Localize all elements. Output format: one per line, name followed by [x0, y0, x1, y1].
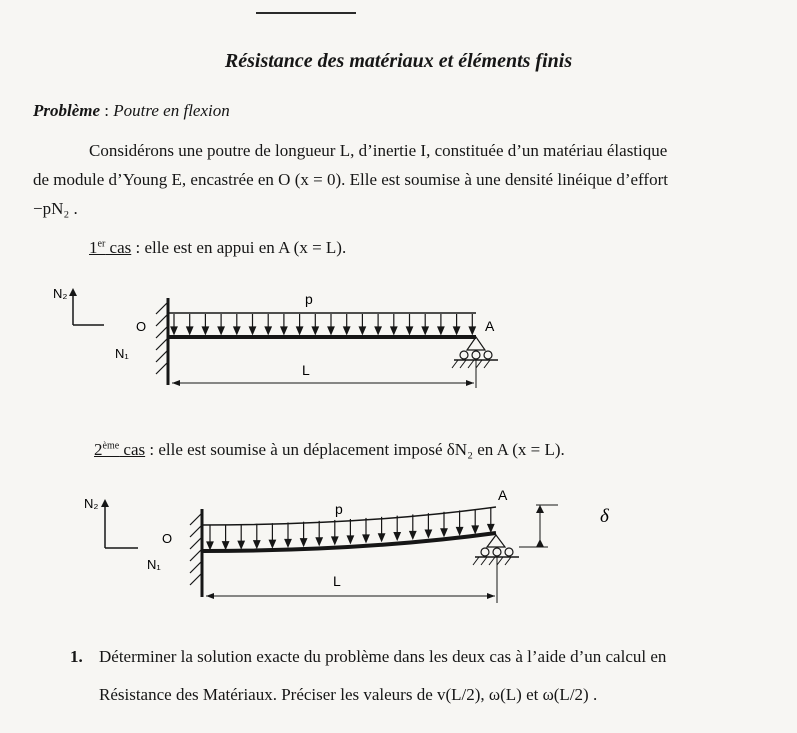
case-1-heading	[89, 238, 346, 258]
page-title: Résistance des matériaux et éléments finis	[224, 50, 573, 72]
load-arrow-head	[394, 533, 400, 540]
load-arrow-head	[187, 327, 193, 334]
load-arrow-head	[223, 542, 229, 549]
intro-paragraph	[33, 136, 745, 223]
load-arrow-head	[363, 535, 369, 542]
length-l-label-2: L	[333, 573, 341, 589]
load-arrow-head	[269, 540, 275, 547]
origin-label: O	[136, 319, 147, 334]
axis-n2-label-2: N₂	[84, 496, 99, 511]
problem-subject: Poutre en flexion	[113, 101, 230, 120]
load-arrow-head	[391, 327, 397, 334]
origin-label-2: O	[162, 531, 173, 546]
delta-label: δ	[600, 506, 609, 527]
length-l-label: L	[302, 362, 310, 378]
question-line-2: Résistance des Matériaux. Préciser les valeurs de v(L/2), ω(L) et ω(L/2) .	[99, 685, 598, 704]
load-arrow-head	[281, 327, 287, 334]
case-1-title: 1er cas	[89, 238, 132, 257]
load-arrow-head	[297, 327, 303, 334]
top-rule	[256, 12, 356, 14]
load-p-label-2: p	[335, 501, 343, 517]
intro-line-3: −pN₂ .	[33, 199, 78, 218]
load-arrow-head	[469, 327, 475, 334]
load-arrow-head	[472, 526, 478, 533]
load-arrow-head	[438, 327, 444, 334]
axis-n1-label-2: N₁	[147, 557, 161, 572]
load-arrow-head	[359, 327, 365, 334]
support-a-label-2: A	[498, 487, 508, 503]
load-arrow-head	[202, 327, 208, 334]
load-arrow-head	[422, 327, 428, 334]
load-arrow-head	[457, 527, 463, 534]
load-arrow-head	[328, 327, 334, 334]
question-1	[70, 638, 666, 714]
case-2-title: 2ème cas	[94, 440, 146, 459]
load-arrow-head	[407, 327, 413, 334]
load-arrow-head	[265, 327, 271, 334]
axis-n1-label: N₁	[115, 346, 129, 361]
load-arrow-head	[454, 327, 460, 334]
load-arrow-head	[375, 327, 381, 334]
load-arrow-head	[238, 541, 244, 548]
load-arrow-head	[347, 536, 353, 543]
beam-diagram-case-1	[40, 280, 510, 400]
load-arrow-head	[234, 327, 240, 334]
problem-sep: :	[100, 101, 114, 120]
support-a-label: A	[485, 318, 495, 334]
load-arrow-head	[488, 525, 494, 532]
load-arrow-head	[285, 539, 291, 546]
question-line-1: Déterminer la solution exacte du problème dans les deux cas à l’aide d’un calcul en	[99, 647, 667, 666]
load-arrow-head	[332, 537, 338, 544]
load-arrow-head	[316, 538, 322, 545]
load-arrow-head	[254, 541, 260, 548]
case-1-text: : elle est en appui en A (x = L).	[131, 238, 347, 257]
load-arrow-head	[441, 529, 447, 536]
case-2-text: : elle est soumise à un déplacement imposé δN₂ en A (x = L).	[145, 440, 565, 459]
load-p-label: p	[305, 291, 313, 307]
load-arrow-head	[171, 327, 177, 334]
problem-label: Problème	[33, 101, 101, 120]
intro-line-1: Considérons une poutre de longueur L, d’inertie I, constituée d’un matériau élastique	[89, 141, 668, 160]
beam-diagram-case-2	[70, 485, 630, 610]
load-arrow-head	[312, 327, 318, 334]
question-number: 1.	[70, 647, 83, 666]
load-arrow-head	[301, 539, 307, 546]
load-arrow-head	[344, 327, 350, 334]
load-arrow-head	[425, 530, 431, 537]
load-arrow-head	[218, 327, 224, 334]
intro-line-2: de module d’Young E, encastrée en O (x = 0). Elle est soumise à une densité linéique d’effort	[33, 170, 668, 189]
load-arrow-head	[379, 534, 385, 541]
load-arrow-head	[207, 542, 213, 549]
problem-heading	[33, 101, 230, 121]
axis-n2-label: N₂	[53, 286, 68, 301]
load-arrow-head	[250, 327, 256, 334]
case-2-heading	[94, 440, 565, 460]
load-arrow-head	[410, 531, 416, 538]
